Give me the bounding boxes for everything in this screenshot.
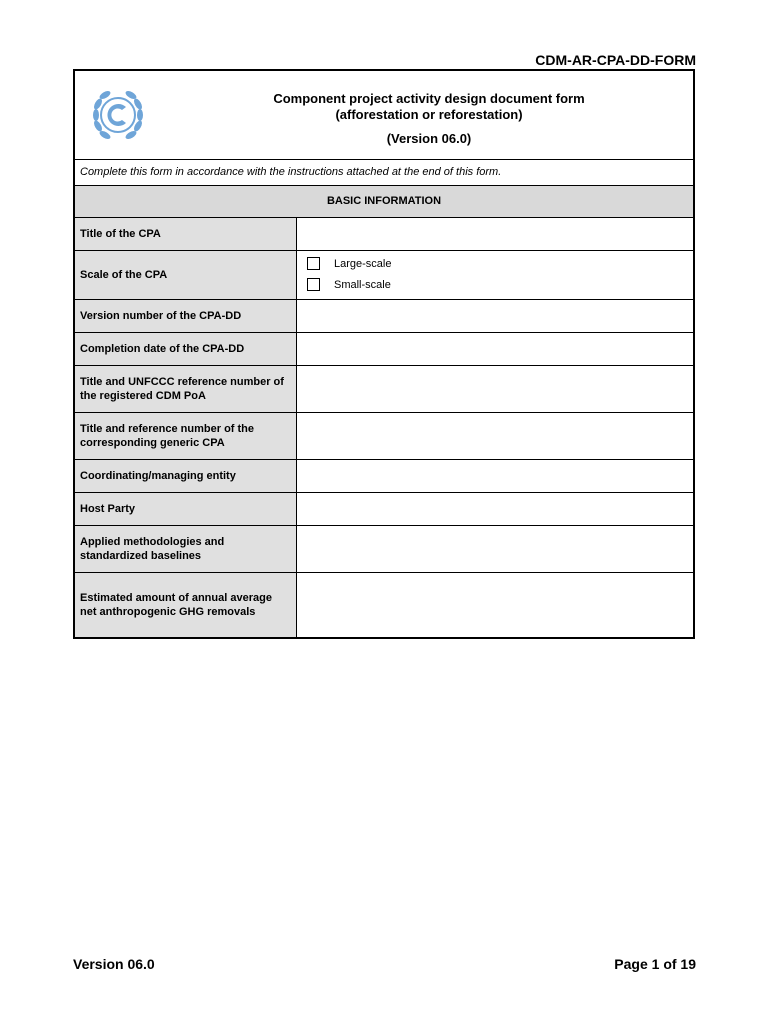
row-generic-cpa-reference — [75, 413, 693, 460]
cpa-form-table — [73, 69, 695, 639]
unfccc-logo-icon — [87, 87, 149, 143]
document-code: CDM-AR-CPA-DD-FORM — [535, 52, 696, 68]
field-label: Version number of the CPA-DD — [75, 300, 297, 332]
form-instruction: Complete this form in accordance with the instructions attached at the end of this form. — [75, 160, 693, 186]
row-completion-date — [75, 333, 693, 366]
form-title: Component project activity design document form — [273, 91, 585, 106]
small-scale-label: Small-scale — [334, 278, 391, 291]
title-of-cpa-field[interactable] — [297, 218, 693, 250]
methodologies-field[interactable] — [297, 526, 693, 572]
version-number-field[interactable] — [297, 300, 693, 332]
section-basic-information: BASIC INFORMATION — [75, 186, 693, 218]
footer-page-number: Page 1 of 19 — [614, 956, 696, 972]
form-header — [75, 71, 693, 160]
row-version-number — [75, 300, 693, 333]
form-subtitle: (afforestation or reforestation) — [335, 107, 523, 122]
field-label: Applied methodologies and standardized baselines — [75, 526, 297, 572]
row-title-of-cpa — [75, 218, 693, 251]
field-label: Title and reference number of the corresponding generic CPA — [75, 413, 297, 459]
field-label: Completion date of the CPA-DD — [75, 333, 297, 365]
field-label: Title of the CPA — [75, 218, 297, 250]
small-scale-checkbox[interactable] — [307, 278, 320, 291]
large-scale-checkbox[interactable] — [307, 257, 320, 270]
form-title-block — [165, 91, 693, 147]
row-poa-reference — [75, 366, 693, 413]
field-label: Coordinating/managing entity — [75, 460, 297, 492]
host-party-field[interactable] — [297, 493, 693, 525]
large-scale-label: Large-scale — [334, 257, 392, 270]
completion-date-field[interactable] — [297, 333, 693, 365]
field-label: Title and UNFCCC reference number of the registered CDM PoA — [75, 366, 297, 412]
scale-of-cpa-field — [297, 251, 693, 299]
form-version: (Version 06.0) — [386, 131, 472, 146]
row-ghg-removals — [75, 573, 693, 637]
generic-cpa-reference-field[interactable] — [297, 413, 693, 459]
row-coordinating-entity — [75, 460, 693, 493]
poa-reference-field[interactable] — [297, 366, 693, 412]
field-label: Host Party — [75, 493, 297, 525]
coordinating-entity-field[interactable] — [297, 460, 693, 492]
row-methodologies — [75, 526, 693, 573]
field-label: Scale of the CPA — [75, 251, 297, 299]
footer-version: Version 06.0 — [73, 956, 155, 972]
row-host-party — [75, 493, 693, 526]
field-label: Estimated amount of annual average net anthropogenic GHG removals — [75, 573, 297, 637]
ghg-removals-field[interactable] — [297, 573, 693, 637]
small-scale-option[interactable] — [307, 278, 391, 291]
row-scale-of-cpa — [75, 251, 693, 300]
large-scale-option[interactable] — [307, 257, 391, 270]
